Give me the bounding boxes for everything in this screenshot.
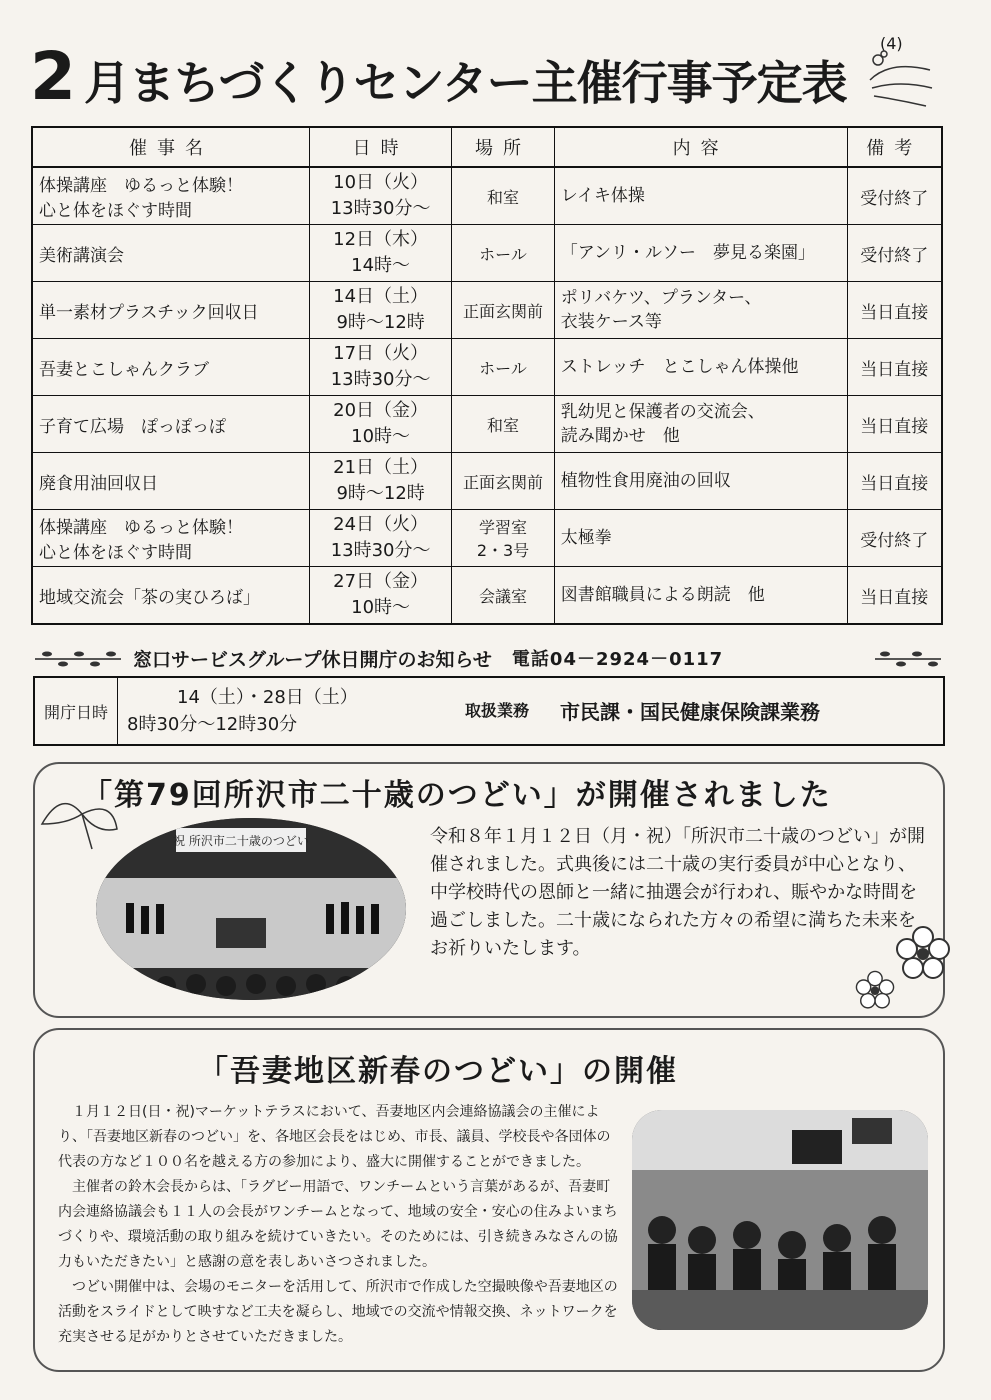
- event-content: 植物性食用廃油の回収: [554, 453, 847, 510]
- event-datetime: 27日（金） 10時～: [309, 567, 451, 625]
- plum-blossom-icon: [855, 970, 895, 1010]
- title-month: 2: [30, 38, 76, 115]
- event-note: 受付終了: [847, 167, 942, 225]
- table-row: [32, 453, 942, 510]
- header-event: 催事名: [32, 127, 309, 167]
- event-name: 美術講演会: [32, 225, 309, 282]
- section2-body: [58, 1100, 618, 1350]
- event-datetime: 10日（火） 13時30分～: [309, 167, 451, 225]
- gathering-photo: [632, 1110, 928, 1330]
- notice-phone: 電話04－2924－0117: [511, 649, 724, 670]
- event-datetime: 17日（火） 13時30分～: [309, 339, 451, 396]
- paragraph: つどい開催中は、会場のモニターを活用して、所沢市で作成した空撮映像や吾妻地区の活動をスライドとして映すなど工夫を凝らし、地域での交流や情報交換、ネットワークを充実させる足がかりとさせていただきました。: [58, 1279, 618, 1345]
- event-datetime: 24日（火） 13時30分～: [309, 510, 451, 567]
- event-note: 当日直接: [847, 453, 942, 510]
- event-content: レイキ体操: [554, 167, 847, 225]
- table-row: [32, 510, 942, 567]
- table-row: [32, 339, 942, 396]
- event-place: 正面玄関前: [452, 453, 554, 510]
- table-row: [32, 167, 942, 225]
- photo-banner: 祝 所沢市二十歳のつどい: [173, 834, 309, 848]
- event-note: 受付終了: [847, 510, 942, 567]
- event-name: 吾妻とこしゃんクラブ: [32, 339, 309, 396]
- event-name: 単一素材プラスチック回収日: [32, 282, 309, 339]
- event-place: 学習室 2・3号: [452, 510, 554, 567]
- event-note: 当日直接: [847, 396, 942, 453]
- header-note: 備考: [847, 127, 942, 167]
- event-name: 子育て広場 ぽっぽっぽ: [32, 396, 309, 453]
- table-row: [32, 396, 942, 453]
- event-place: 和室: [452, 167, 554, 225]
- event-content: 乳幼児と保護者の交流会、 読み聞かせ 他: [554, 396, 847, 453]
- event-datetime: 21日（土） 9時～12時: [309, 453, 451, 510]
- header-place: 場所: [452, 127, 554, 167]
- leaf-decoration-icon: [873, 648, 943, 670]
- event-datetime: 12日（木） 14時～: [309, 225, 451, 282]
- notice-heading: [33, 640, 943, 676]
- event-place: 会議室: [452, 567, 554, 625]
- event-content: 「アンリ・ルソー 夢見る楽園」: [554, 225, 847, 282]
- event-content: ポリバケツ、プランター、 衣装ケース等: [554, 282, 847, 339]
- event-place: ホール: [452, 339, 554, 396]
- event-content: 図書館職員による朗読 他: [554, 567, 847, 625]
- event-name: 廃食用油回収日: [32, 453, 309, 510]
- plum-blossom-icon: [895, 925, 951, 981]
- event-content: ストレッチ とこしゃん体操他: [554, 339, 847, 396]
- notice-title: 窓口サービスグループ休日開庁のお知らせ: [133, 648, 492, 671]
- section1-body: 令和８年１月１２日（月・祝）「所沢市二十歳のつどい」が開催されました。式典後には二十歳の実行委員が中心となり、中学校時代の恩師と一緒に抽選会が行われ、賑やかな時間を過ごしました。二十歳になられた方々の希望に満ちた未来をお祈りいたします。: [430, 826, 925, 959]
- paragraph: １月１２日(日・祝)マーケットテラスにおいて、吾妻地区内会連絡協議会の主催により、「吾妻地区新春のつどい」を、各地区会長をはじめ、市長、議員、学校長や各団体の代表の方など１００名を越える方の参加により、盛大に開催することができました。: [58, 1104, 611, 1170]
- service-value: 市民課・国民健康保険課業務: [560, 700, 820, 724]
- title-text: 月まちづくりセンター主催行事予定表: [83, 56, 847, 110]
- flower-decoration-icon: [860, 40, 940, 120]
- page-number: (4): [880, 34, 903, 53]
- event-note: 当日直接: [847, 282, 942, 339]
- notice-box: [33, 676, 945, 746]
- event-datetime: 14日（土） 9時～12時: [309, 282, 451, 339]
- table-row: [32, 282, 942, 339]
- schedule-table: [31, 126, 943, 625]
- paragraph: 主催者の鈴木会長からは、「ラグビー用語で、ワンチームという言葉があるが、吾妻町内会連絡協議会も１１人の会長がワンチームとなって、地域の安全・安心の住みよいまちづくりや、環境活動の取り組みを続けていきたい。そのためには、引き続きみなさんの協力もいただきたい」と感謝の意を表しあいさつされました。: [58, 1179, 618, 1270]
- ceremony-photo: [96, 818, 406, 1000]
- open-hours: 8時30分～12時30分: [127, 714, 298, 735]
- header-datetime: 日時: [309, 127, 451, 167]
- event-datetime: 20日（金） 10時～: [309, 396, 451, 453]
- schedule-header-row: [32, 127, 942, 167]
- event-content: 太極拳: [554, 510, 847, 567]
- open-dates: [127, 684, 358, 738]
- event-name: 体操講座 ゆるっと体験！ 心と体をほぐす時間: [32, 510, 309, 567]
- leaf-decoration-icon: [33, 648, 123, 670]
- section2-title: 「吾妻地区新春のつどい」の開催: [198, 1054, 678, 1089]
- event-note: 当日直接: [847, 567, 942, 625]
- table-row: [32, 225, 942, 282]
- event-place: 和室: [452, 396, 554, 453]
- ceremony-image-icon: [96, 818, 406, 1000]
- open-label: 開庁日時: [35, 678, 118, 744]
- event-note: 受付終了: [847, 225, 942, 282]
- table-row: [32, 567, 942, 625]
- header-content: 内容: [554, 127, 847, 167]
- page-title: [30, 38, 847, 115]
- event-name: 体操講座 ゆるっと体験！ 心と体をほぐす時間: [32, 167, 309, 225]
- service-label: 取扱業務: [465, 701, 530, 720]
- event-place: 正面玄関前: [452, 282, 554, 339]
- event-place: ホール: [452, 225, 554, 282]
- open-days: 14（土）・28日（土）: [177, 687, 358, 708]
- event-name: 地域交流会「茶の実ひろば」: [32, 567, 309, 625]
- event-note: 当日直接: [847, 339, 942, 396]
- section1-title: 「第79回所沢市二十歳のつどい」が開催されました: [82, 778, 832, 813]
- gathering-image-icon: [632, 1110, 928, 1330]
